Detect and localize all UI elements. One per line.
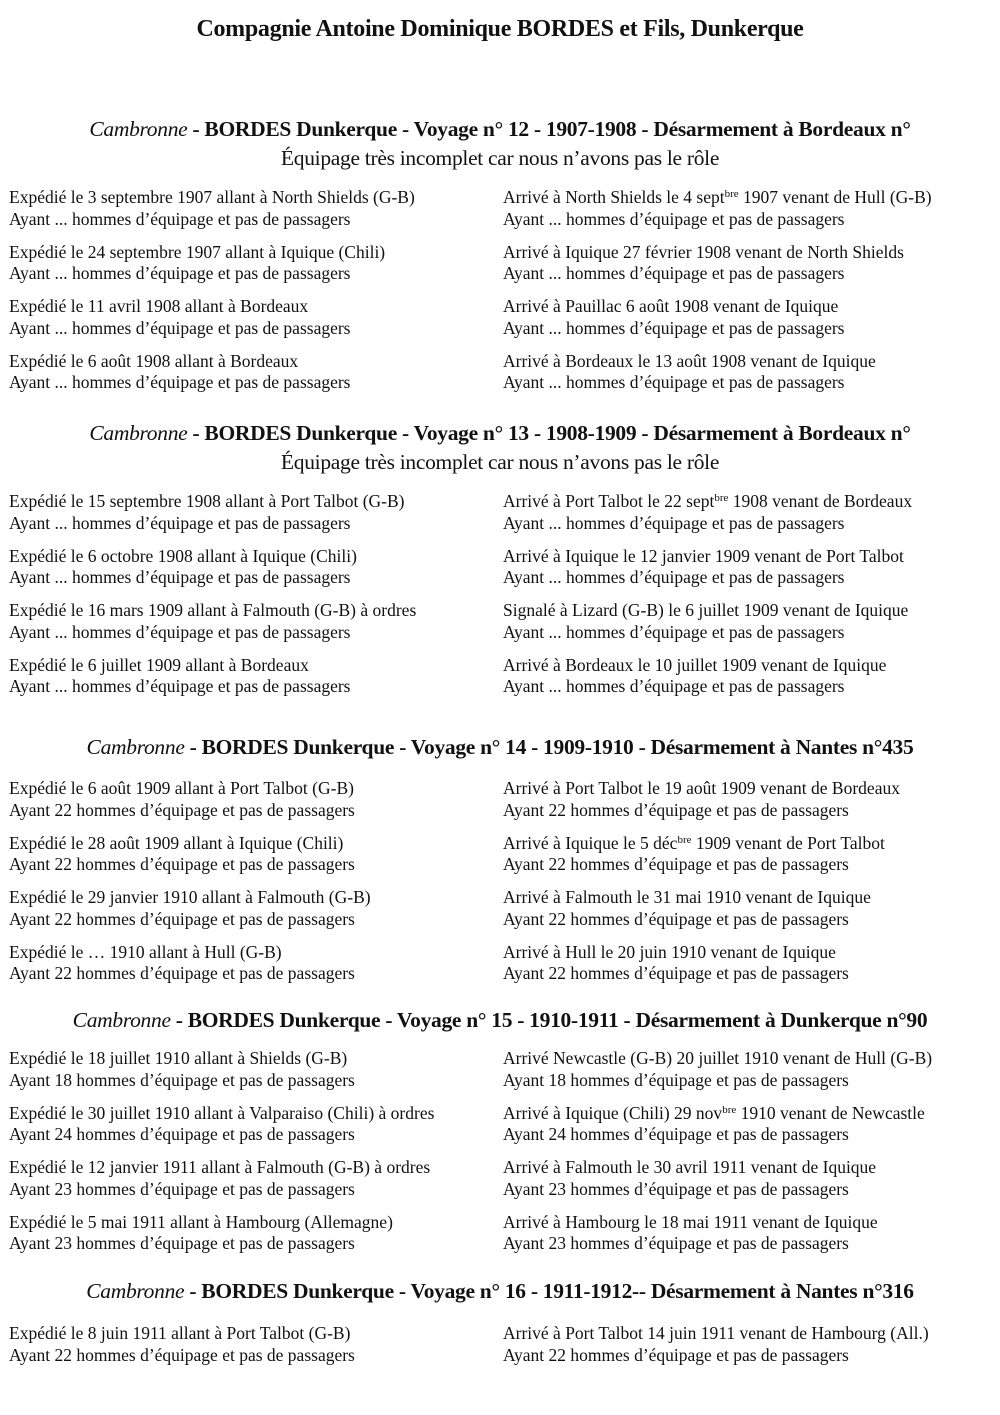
arrival-entry — [501, 600, 998, 655]
departure-entry — [0, 655, 501, 710]
departure-text: Expédié le 30 juillet 1910 allant à Valparaiso (Chili) à ordres — [9, 1102, 435, 1123]
departure-text: Expédié le 3 septembre 1907 allant à North Shields (G-B) — [9, 187, 415, 207]
ship-name: Cambronne — [89, 421, 188, 445]
crew-text: Ayant ... hommes d’équipage et pas de passagers — [503, 621, 845, 642]
crew-text: Ayant ... hommes d’équipage et pas de passagers — [9, 317, 351, 338]
arrival-entry — [501, 1212, 998, 1267]
voyage-note: Équipage très incomplet car nous n’avons pas le rôle — [280, 146, 720, 170]
ship-name: Cambronne — [72, 1008, 171, 1032]
departure-text: Expédié le 12 janvier 1911 allant à Falmouth (G-B) à ordres — [9, 1157, 431, 1177]
date-abbreviation: bre — [714, 492, 729, 504]
voyage-section-13 — [0, 419, 1000, 709]
departure-text: Expédié le 11 avril 1908 allant à Bordeaux — [9, 296, 309, 316]
date-abbreviation: bre — [724, 188, 739, 200]
crew-text: Ayant 24 hommes d’équipage et pas de passagers — [9, 1124, 355, 1144]
crew-text: Ayant 22 hommes d’équipage et pas de passagers — [503, 963, 849, 983]
arrival-text: Arrivé à Hambourg le 18 mai 1911 venant de Iquique — [503, 1211, 878, 1232]
departure-text: Expédié le 6 juillet 1909 allant à Bordeaux — [9, 654, 309, 675]
arrival-text: Arrivé à Iquique le 5 déc$^{bre}$ 1909 venant de Port Talbot — [503, 832, 885, 853]
arrival-text: Arrivé à Port Talbot le 22 sept$^{bre}$ 1908 venant de Bordeaux — [503, 491, 913, 511]
crew-text: Ayant ... hommes d’équipage et pas de passagers — [9, 676, 351, 696]
page-title: Compagnie Antoine Dominique BORDES et Fils, Dunkerque — [196, 16, 804, 42]
departure-entry — [0, 1212, 501, 1267]
arrival-entry — [501, 942, 998, 997]
legs-list — [0, 1048, 1000, 1266]
voyage-section-14 — [0, 733, 1000, 996]
legs-list — [0, 491, 1000, 709]
legs-list — [0, 1323, 1000, 1378]
departure-text: Expédié le 29 janvier 1910 allant à Falmouth (G-B) — [9, 887, 371, 907]
departure-text: Expédié le 28 août 1909 allant à Iquique (Chili) — [9, 832, 344, 853]
leg-row — [0, 778, 1000, 833]
departure-entry — [0, 942, 501, 997]
departure-entry — [0, 600, 501, 655]
crew-text: Ayant ... hommes d’équipage et pas de passagers — [503, 263, 845, 283]
arrival-entry — [501, 833, 998, 888]
voyage-section-16 — [0, 1277, 1000, 1378]
crew-text: Ayant ... hommes d’équipage et pas de passagers — [503, 512, 845, 533]
arrival-entry — [501, 351, 998, 406]
arrival-entry — [501, 187, 998, 242]
departure-entry — [0, 187, 501, 242]
arrival-text: Arrivé à Falmouth le 31 mai 1910 venant de Iquique — [503, 887, 871, 907]
departure-text: Expédié le 8 juin 1911 allant à Port Talbot (G-B) — [9, 1323, 351, 1343]
crew-text: Ayant ... hommes d’équipage et pas de passagers — [503, 567, 845, 587]
arrival-entry — [501, 296, 998, 351]
leg-row — [0, 655, 1000, 710]
leg-row — [0, 546, 1000, 601]
leg-row — [0, 351, 1000, 406]
leg-row — [0, 942, 1000, 997]
crew-text: Ayant ... hommes d’équipage et pas de passagers — [503, 208, 845, 229]
departure-text: Expédié le 5 mai 1911 allant à Hambourg (Allemagne) — [9, 1211, 393, 1232]
departure-entry — [0, 778, 501, 833]
crew-text: Ayant 24 hommes d’équipage et pas de passagers — [503, 1124, 849, 1144]
arrival-text: Arrivé à Iquique 27 février 1908 venant de North Shields — [503, 241, 904, 262]
arrival-entry — [501, 546, 998, 601]
crew-text: Ayant ... hommes d’équipage et pas de passagers — [503, 372, 845, 392]
leg-row — [0, 1323, 1000, 1378]
leg-row — [0, 1103, 1000, 1158]
crew-text: Ayant 18 hommes d’équipage et pas de passagers — [9, 1069, 355, 1090]
leg-row — [0, 296, 1000, 351]
crew-text: Ayant 22 hommes d’équipage et pas de passagers — [9, 854, 355, 874]
departure-entry — [0, 242, 501, 297]
departure-entry — [0, 1323, 501, 1378]
leg-row — [0, 887, 1000, 942]
departure-text: Expédié le 6 août 1909 allant à Port Talbot (G-B) — [9, 778, 354, 798]
arrival-entry — [501, 1048, 998, 1103]
voyage-heading-text: - BORDES Dunkerque - Voyage n° 12 - 1907-1908 - Désarmement à Bordeaux n° — [187, 117, 911, 141]
departure-entry — [0, 1048, 501, 1103]
crew-text: Ayant ... hommes d’équipage et pas de passagers — [9, 567, 351, 587]
arrival-text: Arrivé à Hull le 20 juin 1910 venant de Iquique — [503, 941, 836, 962]
voyage-heading-text: - BORDES Dunkerque - Voyage n° 16 - 1911-1912-- Désarmement à Nantes n°316 — [184, 1279, 914, 1303]
crew-text: Ayant 22 hommes d’équipage et pas de passagers — [9, 1344, 355, 1365]
voyage-heading — [0, 115, 1000, 143]
voyage-section-12 — [0, 115, 1000, 405]
leg-row — [0, 1048, 1000, 1103]
departure-text: Expédié le 15 septembre 1908 allant à Port Talbot (G-B) — [9, 491, 405, 511]
voyage-heading-text: - BORDES Dunkerque - Voyage n° 13 - 1908-1909 - Désarmement à Bordeaux n° — [187, 421, 911, 445]
crew-text: Ayant 22 hommes d’équipage et pas de passagers — [9, 963, 355, 983]
voyage-note: Équipage très incomplet car nous n’avons pas le rôle — [280, 450, 720, 474]
ship-name: Cambronne — [86, 1279, 185, 1303]
voyage-section-15 — [0, 1006, 1000, 1266]
crew-text: Ayant ... hommes d’équipage et pas de passagers — [9, 263, 351, 283]
crew-text: Ayant ... hommes d’équipage et pas de passagers — [9, 621, 351, 642]
departure-text: Expédié le 18 juillet 1910 allant à Shields (G-B) — [9, 1048, 348, 1068]
arrival-entry — [501, 887, 998, 942]
leg-row — [0, 242, 1000, 297]
departure-entry — [0, 1103, 501, 1158]
departure-entry — [0, 887, 501, 942]
voyage-heading — [0, 419, 1000, 447]
arrival-entry — [501, 1103, 998, 1158]
departure-entry — [0, 491, 501, 546]
leg-row — [0, 1157, 1000, 1212]
arrival-text: Signalé à Lizard (G-B) le 6 juillet 1909 venant de Iquique — [503, 600, 909, 620]
arrival-entry — [501, 778, 998, 833]
ship-name: Cambronne — [86, 735, 185, 759]
arrival-text: Arrivé à Bordeaux le 13 août 1908 venant de Iquique — [503, 350, 876, 371]
crew-text: Ayant 23 hommes d’équipage et pas de passagers — [503, 1178, 849, 1199]
crew-text: Ayant ... hommes d’équipage et pas de passagers — [503, 676, 845, 696]
crew-text: Ayant 22 hommes d’équipage et pas de passagers — [9, 908, 355, 929]
voyage-heading-text: - BORDES Dunkerque - Voyage n° 14 - 1909-1910 - Désarmement à Nantes n°435 — [184, 735, 914, 759]
arrival-entry — [501, 1157, 998, 1212]
arrival-text: Arrivé à Bordeaux le 10 juillet 1909 venant de Iquique — [503, 654, 887, 675]
arrival-text: Arrivé à Iquique (Chili) 29 nov$^{bre}$ 1910 venant de Newcastle — [503, 1102, 925, 1123]
leg-row — [0, 187, 1000, 242]
departure-entry — [0, 1157, 501, 1212]
arrival-entry — [501, 242, 998, 297]
crew-text: Ayant 22 hommes d’équipage et pas de passagers — [503, 799, 849, 820]
departure-text: Expédié le 24 septembre 1907 allant à Iquique (Chili) — [9, 241, 386, 262]
arrival-text: Arrivé à Pauillac 6 août 1908 venant de Iquique — [503, 296, 839, 316]
voyage-heading — [0, 1006, 1000, 1034]
date-abbreviation: bre — [722, 1103, 737, 1116]
crew-text: Ayant ... hommes d’équipage et pas de passagers — [9, 208, 351, 229]
crew-text: Ayant 23 hommes d’équipage et pas de passagers — [503, 1233, 849, 1253]
crew-text: Ayant 18 hommes d’équipage et pas de passagers — [503, 1069, 849, 1090]
departure-entry — [0, 833, 501, 888]
voyage-heading — [0, 733, 1000, 761]
voyage-heading-text: - BORDES Dunkerque - Voyage n° 15 - 1910-1911 - Désarmement à Dunkerque n°90 — [170, 1008, 928, 1032]
crew-text: Ayant 23 hommes d’équipage et pas de passagers — [9, 1178, 355, 1199]
arrival-text: Arrivé à Port Talbot le 19 août 1909 venant de Bordeaux — [503, 778, 900, 798]
crew-text: Ayant ... hommes d’équipage et pas de passagers — [503, 317, 845, 338]
arrival-text: Arrivé à North Shields le 4 sept$^{bre}$ 1907 venant de Hull (G-B) — [503, 187, 932, 207]
crew-text: Ayant 22 hommes d’équipage et pas de passagers — [503, 908, 849, 929]
date-abbreviation: bre — [677, 833, 692, 846]
legs-list — [0, 187, 1000, 405]
arrival-text: Arrivé Newcastle (G-B) 20 juillet 1910 venant de Hull (G-B) — [503, 1048, 933, 1068]
arrival-entry — [501, 1323, 998, 1378]
departure-text: Expédié le 6 août 1908 allant à Bordeaux — [9, 350, 299, 371]
crew-text: Ayant 23 hommes d’équipage et pas de passagers — [9, 1233, 355, 1253]
leg-row — [0, 1212, 1000, 1267]
leg-row — [0, 833, 1000, 888]
crew-text: Ayant 22 hommes d’équipage et pas de passagers — [503, 854, 849, 874]
arrival-text: Arrivé à Port Talbot 14 juin 1911 venant de Hambourg (All.) — [503, 1323, 929, 1343]
arrival-text: Arrivé à Falmouth le 30 avril 1911 venant de Iquique — [503, 1157, 877, 1177]
departure-entry — [0, 546, 501, 601]
departure-entry — [0, 296, 501, 351]
arrival-text: Arrivé à Iquique le 12 janvier 1909 venant de Port Talbot — [503, 545, 904, 566]
voyage-heading — [0, 1277, 1000, 1305]
departure-text: Expédié le 6 octobre 1908 allant à Iquique (Chili) — [9, 545, 357, 566]
crew-text: Ayant ... hommes d’équipage et pas de passagers — [9, 512, 351, 533]
arrival-entry — [501, 491, 998, 546]
legs-list — [0, 778, 1000, 996]
crew-text: Ayant 22 hommes d’équipage et pas de passagers — [503, 1344, 849, 1365]
crew-text: Ayant 22 hommes d’équipage et pas de passagers — [9, 799, 355, 820]
crew-text: Ayant ... hommes d’équipage et pas de passagers — [9, 372, 351, 392]
departure-entry — [0, 351, 501, 406]
leg-row — [0, 600, 1000, 655]
leg-row — [0, 491, 1000, 546]
arrival-entry — [501, 655, 998, 710]
departure-text: Expédié le … 1910 allant à Hull (G-B) — [9, 941, 282, 962]
departure-text: Expédié le 16 mars 1909 allant à Falmouth (G-B) à ordres — [9, 600, 417, 620]
ship-name: Cambronne — [89, 117, 188, 141]
